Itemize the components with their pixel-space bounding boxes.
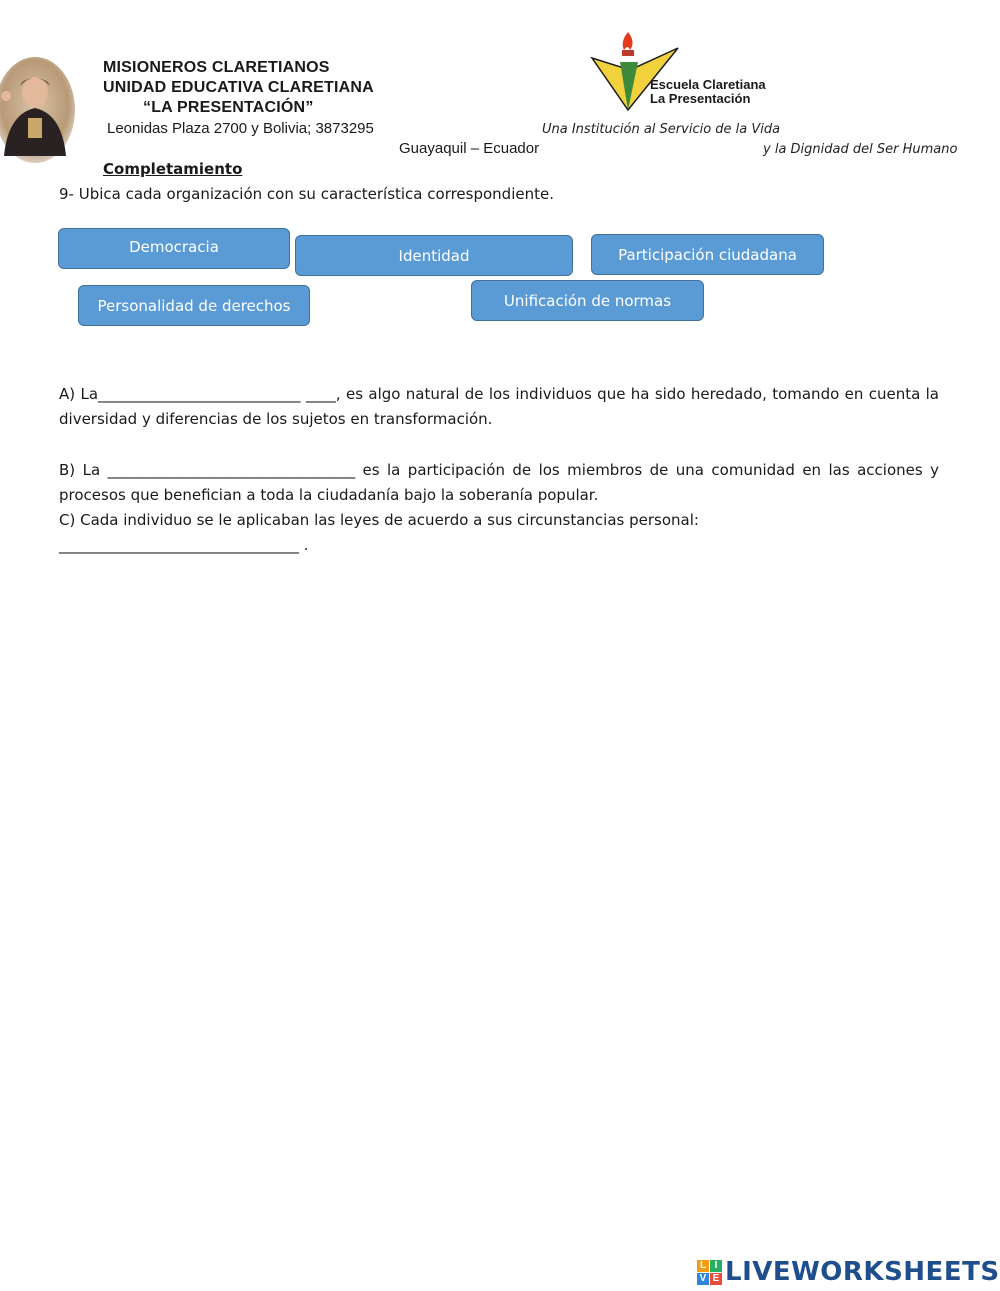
question-c-blank[interactable]: ________________________________ (59, 536, 299, 554)
question-c: C) Cada individuo se le aplicaban las leyes de acuerdo a sus circunstancias personal: (59, 511, 699, 529)
badge-letter-e: E (710, 1273, 722, 1285)
chip-identidad[interactable]: Identidad (295, 235, 573, 276)
question-c-answer-line (59, 533, 309, 558)
liveworksheets-logo (697, 1257, 1000, 1287)
question-b-prefix: B) La (59, 461, 108, 479)
question-a-blank[interactable]: ___________________________ ____ (98, 385, 336, 403)
question-b (59, 458, 939, 508)
chip-personalidad-de-derechos[interactable]: Personalidad de derechos (78, 285, 310, 326)
badge-letter-v: V (697, 1273, 709, 1285)
header-city: Guayaquil – Ecuador (399, 140, 540, 157)
question-a-text: , es algo natural de los individuos que ha sido heredado, tomando en cuenta la diversidad y diferencias de los sujetos en transformación. (59, 385, 939, 428)
header-address: Leonidas Plaza 2700 y Bolivia; 3873295 (107, 120, 374, 137)
instruction-text: 9- Ubica cada organización con su característica correspondiente. (59, 185, 554, 203)
motto-line-2: y la Dignidad del Ser Humano (763, 142, 958, 157)
brand-name: LIVEWORKSHEETS (725, 1257, 1000, 1287)
question-a-prefix: A) La (59, 385, 99, 403)
header-line-3: “LA PRESENTACIÓN” (143, 99, 314, 116)
logo-line-2: La Presentación (650, 91, 751, 106)
live-badge-icon (697, 1260, 722, 1285)
logo-line-1: Escuela Claretiana (650, 77, 766, 92)
question-a (59, 382, 939, 432)
school-logo (590, 30, 790, 112)
chip-democracia[interactable]: Democracia (58, 228, 290, 269)
badge-letter-i: I (710, 1260, 722, 1272)
chip-participacion-ciudadana[interactable]: Participación ciudadana (591, 234, 824, 275)
badge-letter-l: L (697, 1260, 709, 1272)
chip-unificacion-de-normas[interactable]: Unificación de normas (471, 280, 704, 321)
motto-line-1: Una Institución al Servicio de la Vida (542, 122, 781, 137)
question-c-end: . (299, 536, 309, 554)
section-title: Completamiento (103, 160, 243, 178)
question-b-blank[interactable]: _________________________________ (107, 461, 356, 479)
header-line-1: MISIONEROS CLARETIANOS (103, 59, 330, 76)
founder-portrait (0, 56, 76, 164)
question-b-text: es la participación de los miembros de una comunidad en las acciones y procesos que benefician a toda la ciudadanía bajo la soberanía popular. (59, 461, 939, 504)
header-line-2: UNIDAD EDUCATIVA CLARETIANA (103, 79, 374, 96)
